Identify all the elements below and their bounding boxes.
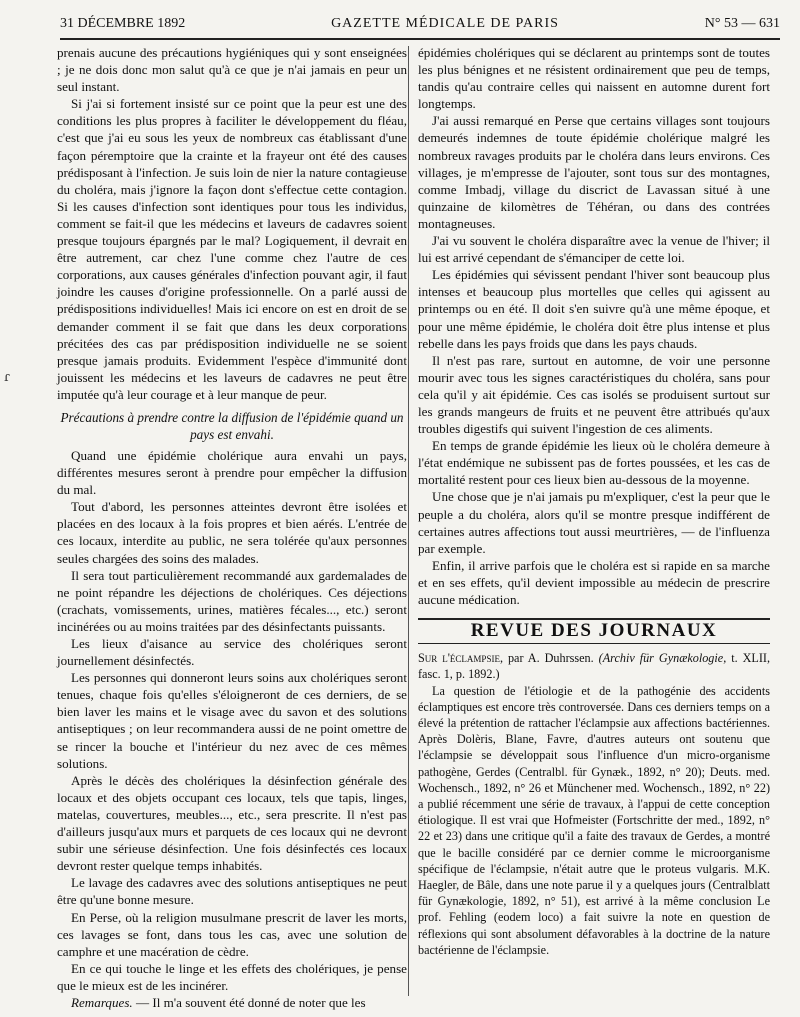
right-column (418, 44, 770, 958)
paragraph: J'ai vu souvent le choléra disparaître avec la venue de l'hiver; il lui est arrivé cependant de s'émanciper de cette loi. (418, 233, 770, 266)
paragraph-remarks (57, 994, 407, 1011)
paragraph: Tout d'abord, les personnes atteintes devront être isolées et placées en des locaux à la fois propres et bien aérés. L'entrée de ces locaux, interdite au public, ne sera tolérée qu'aux personnes seules chargées des soins des malades. (57, 499, 407, 566)
article-source: (Archiv für Gynækologie, (598, 651, 727, 666)
column-divider (408, 46, 409, 996)
paragraph: J'ai aussi remarqué en Perse que certains villages sont toujours demeurés indemnes de toute épidémie cholérique malgré les nombreux ravages produits par le choléra dans leurs environs. Ces villages, je m'empresse de l'ajouter, sont tous sur des montagnes, comme Imbadj, village du discrict de Lavassan situé à une quinzaine de kilomètres de Téhéran, ou dans des contrées montagneuses. (418, 113, 770, 231)
article-author: , par A. Duhrssen. (499, 651, 599, 666)
review-section-title: REVUE DES JOURNAUX (470, 620, 718, 642)
article-subject: Sur l'éclampsie (418, 651, 500, 666)
paragraph: Les lieux d'aisance au service des cholériques seront journellement désinfectés. (57, 636, 407, 669)
paragraph: Il sera tout particulièrement recommandé aux gardemalades de ne point répandre les déjections de cholériques. Ces déjections (crachats, vomissements, urines, matières fécales..., etc.) seront incinérées ou au moins traitées par des désinfectants puissants. (57, 567, 407, 634)
article-reference: t. XLII, fasc. 1, p. 1892.) (418, 651, 771, 682)
remarks-label: Remarques. (71, 994, 133, 1010)
paragraph: En temps de grande épidémie les lieux où le choléra demeure à l'état endémique ne subissent pas de fortes poussées, et les cas de mortalité restent pour ces lieux bien au-dessous de la moyenne. (418, 438, 770, 488)
paragraph: Il n'est pas rare, surtout en automne, de voir une personne mourir avec tous les signes caractéristiques du choléra, sans pour cela qu'il y ait épidémie. Ces cas isolés se produisent surtout sur les grands mangeurs de fruits et ne peuvent être attribués qu'aux troubles digestifs qui suivent l'ingestion de ces aliments. (418, 352, 770, 437)
article-heading (418, 650, 770, 682)
paragraph: Une chose que je n'ai jamais pu m'expliquer, c'est la peur que le peuple a du choléra, alors qu'il se montre presque indifférent de certaines autres affections tout aussi meurtrières, — de l'influenza par exemple. (418, 489, 770, 556)
section-subheading: Précautions à prendre contre la diffusion de l'épidémie quand un pays est envahi. (60, 409, 404, 442)
paragraph: épidémies cholériques qui se déclarent au printemps sont de toutes les plus bénignes et ne résistent ordinairement que peu de temps, tandis qu'au contraire celles qui naissent en automne durent fort longtemps. (418, 45, 770, 112)
paragraph: Enfin, il arrive parfois que le choléra est si rapide en sa marche et en ses effets, qu'il devient impossible au médecin de prescrire aucune médication. (418, 557, 770, 607)
section-rule-thin (418, 643, 770, 644)
paragraph: En Perse, où la religion musulmane prescrit de laver les morts, ces lavages se font, dans tous les cas, avec une solution de camphre et une macération de cèdre. (57, 909, 407, 959)
margin-mark: ɾ (4, 370, 10, 385)
left-column (57, 44, 407, 1011)
paragraph: La question de l'étiologie et de la pathogénie des accidents éclamptiques est encore très controversée. Dans ces derniers temps on a élevé la prétention de rattacher l'éclampsie aux affections bactériennes. Après Dolèris, Blane, Favre, d'autres auteurs ont soutenu que l'éclampsie se développait sous l'influence d'un micro-organisme pathogène, Gerdes (Centralbl. für Gynæk., 1892, n° 20); Deuts. med. Wochensch., 1892, n° 26 et Münchener med. Wochensch., 1892, n° 22) a publié récemment une série de travaux, à l'appui de cette conception étiologique. Il est vrai que Hofmeister (Fortschritte der med., 1892, n° 22 et 23) dans une critique qu'il a faite des travaux de Gerdes, a montré que le bacille considéré par ce dernier comme le microorganisme spécifique de l'éclampsie, n'était autre que le proteus vulgaris. M.K. Haegler, de Bâle, dans une note parue il y a quelques jours (Centralblatt für Gynækologie, 1892, n° 51), est arrivé à la même conclusion Le prof. Fehling (eodem loco) a fait suivre la note en question de réflexions qui sont absolument défavorables à la doctrine de la nature bactérienne de l'éclampsie. (418, 683, 770, 957)
header-date: 31 DÉCEMBRE 1892 (60, 16, 186, 31)
paragraph: Après le décès des cholériques la désinfection générale des locaux et des objets occupant ces locaux, tels que tapis, linges, matelas, couvertures, meubles..., etc., sera prescrite. Il n'est pas d'ailleurs jusqu'aux murs et parquets de ces locaux qui ne devront subir une sérieuse désinfection. Une fois désinfectés ces locaux devront rester quelque temps inhabités. (57, 772, 407, 874)
paragraph: En ce qui touche le linge et les effets des cholériques, je pense que le mieux est de les incinérer. (57, 960, 407, 993)
header-page-number: N° 53 — 631 (704, 16, 780, 31)
paragraph: Quand une épidémie cholérique aura envahi un pays, différentes mesures seront à prendre pour empêcher la diffusion du mal. (57, 447, 407, 498)
paragraph: Les personnes qui donneront leurs soins aux cholériques seront tenues, chaque fois qu'elles s'éloigneront de ces derniers, de se bien laver les mains et le visage avec du savon et des solutions antiseptiques ; on leur recommandera aussi de ne point omettre de se rincer la bouche et l'intérieur du nez avec de ces mêmes solutions. (57, 670, 407, 771)
paragraph: Le lavage des cadavres avec des solutions antiseptiques ne peut être qu'une bonne mesure. (57, 875, 407, 908)
paragraph: prenais aucune des précautions hygiéniques qui y sont enseignées ; je ne dois donc mon salut qu'à ce que je n'ai jamais en peur un seul instant. (57, 45, 407, 95)
remarks-text: — Il m'a souvent été donné de noter que les (132, 994, 366, 1010)
paragraph: Si j'ai si fortement insisté sur ce point que la peur est une des conditions les plus propres à faciliter le développement du fléau, c'est que j'ai eu sous les yeux de nombreux cas établissant d'une façon péremptoire que la crainte et la frayeur ont été des causes prédisposant à l'infection. Je suis loin de nier la nature contagieuse du choléra, mais j'ignore la façon dont s'effectue cette contagion. Si les causes d'infection sont identiques pour tous les individus, comment se fait-il que les médecins et laveurs de cadavres soient presque toujours épargnés par le mal? Logiquement, il devrait en être autrement, car chez l'une comme chez l'autre de ces corporations, aux causes générales d'infection pouvant agir, il faut joindre les causes d'origine professionnelle. On a parlé aussi de prédispositions individuelles! Mais ici encore on est en droit de se demander comment il se fait que dans les deux corporations précitées des cas par prédisposition individuelle ne se soient presque jamais produits. Evidemment l'espèce d'immunité dont jouissent les médecins et les laveurs de cadavres ne peut être imputée qu'à leur courage et à leur manque de peur. (57, 96, 407, 402)
paragraph: Les épidémies qui sévissent pendant l'hiver sont beaucoup plus intenses et beaucoup plus mortelles que celles qui agissent au printemps ou en été. Il doit s'en suivre qu'à une même époque, et pour une même épidémie, le choléra doit être plus intense et plus rebelle dans les pays froids que dans les pays chauds. (418, 267, 770, 351)
page-header (60, 10, 780, 40)
review-article (418, 650, 770, 958)
header-journal-title: GAZETTE MÉDICALE DE PARIS (331, 16, 559, 31)
